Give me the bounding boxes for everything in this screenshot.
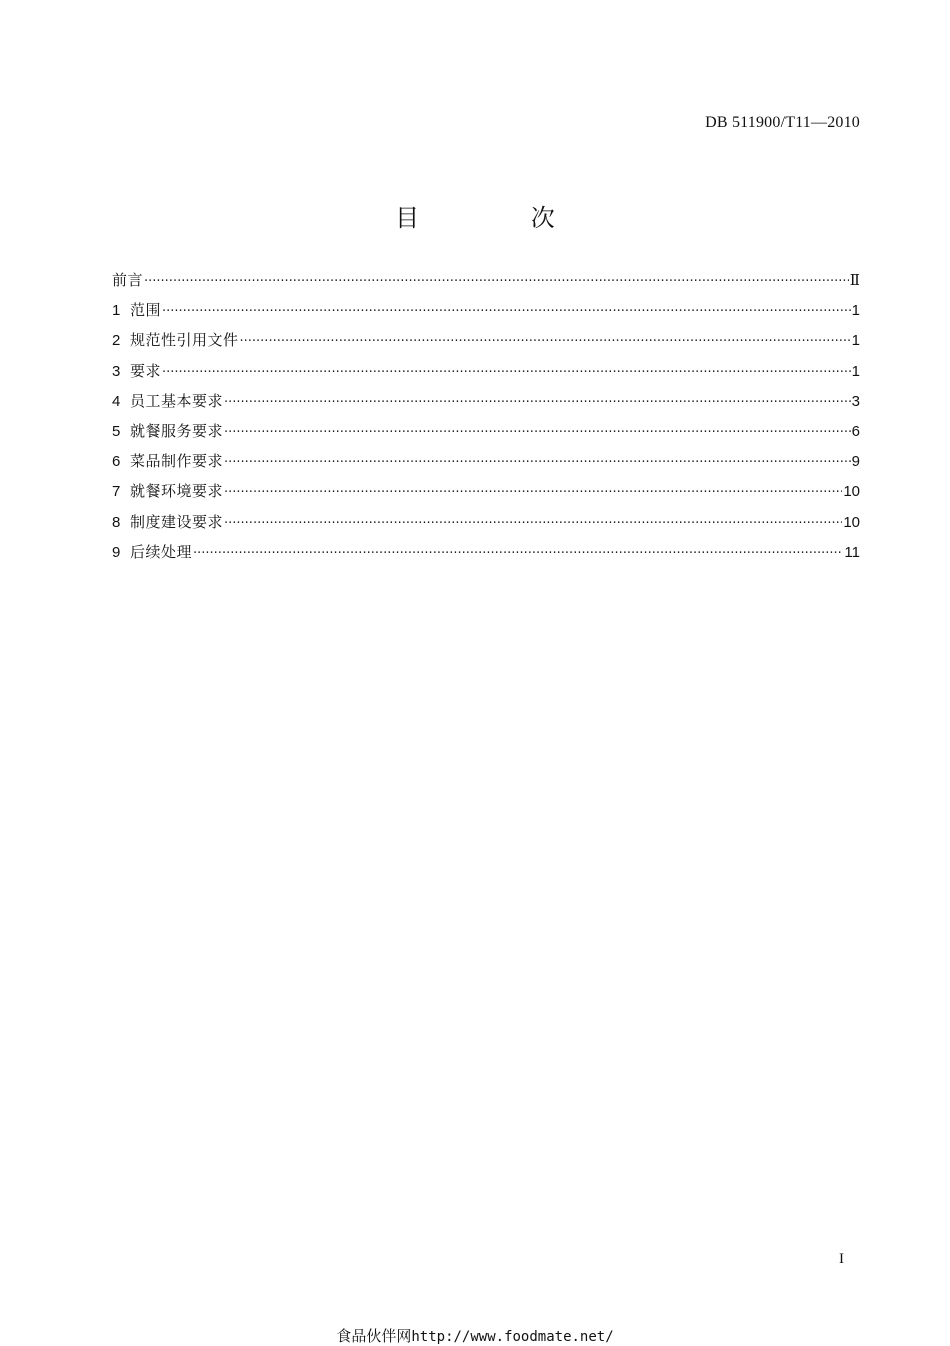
toc-entry-normative-references[interactable] [112,325,860,355]
toc-entry-dining-environment[interactable] [112,476,860,506]
toc-entry-number: 5 [112,422,121,440]
toc-leader-dots [193,539,843,569]
toc-entry-follow-up[interactable] [112,537,860,567]
toc-leader-dots [224,478,842,508]
toc-entry-page: 6 [851,422,860,440]
toc-leader-dots [224,448,851,478]
toc-entry-foreword[interactable] [112,265,860,295]
toc-entry-label: 员工基本要求 [130,391,224,410]
toc-entry-dining-service[interactable] [112,416,860,446]
toc-entry-page: 10 [843,483,860,501]
toc-entry-system-building[interactable] [112,507,860,537]
toc-entry-label: 范围 [130,301,162,320]
toc-title: 目 次 [395,204,607,232]
footer-site-name: 食品伙伴网 [336,1327,412,1345]
toc-entry-label: 规范性引用文件 [130,331,239,350]
toc-entry-number: 3 [112,362,121,380]
toc-leader-dots [240,327,851,357]
toc-entry-number: 7 [112,483,121,501]
toc-entry-label: 就餐服务要求 [130,421,224,440]
toc-entry-number: 1 [112,302,121,320]
toc-entry-page: 3 [851,392,860,410]
toc-entry-requirements[interactable] [112,356,860,386]
toc-entry-label: 前言 [112,271,144,289]
document-code: DB 511900/T11—2010 [705,114,860,131]
toc-entry-label: 后续处理 [130,542,193,561]
toc-leader-dots [224,388,851,418]
toc-entry-staff-requirements[interactable] [112,386,860,416]
toc-entry-number: 9 [112,543,121,561]
toc-leader-dots [224,418,851,448]
toc-entry-number: 8 [112,513,121,531]
toc-leader-dots [144,267,849,297]
toc-entry-page: 1 [851,362,860,380]
toc-entry-label: 制度建设要求 [130,512,224,531]
page-number: I [839,1251,844,1267]
toc-entry-number: 4 [112,392,121,410]
toc-entry-page: 10 [843,513,860,531]
toc-entry-label: 菜品制作要求 [130,452,224,471]
toc-leader-dots [162,297,851,327]
toc-entry-dish-preparation[interactable] [112,446,860,476]
toc-entry-page: 11 [844,543,860,561]
toc-leader-dots [224,509,842,539]
toc-entry-page: 9 [851,453,860,471]
toc-entry-label: 就餐环境要求 [130,482,224,501]
toc-leader-dots [162,358,851,388]
toc-entry-number: 6 [112,453,121,471]
toc-entry-page: Ⅱ [849,273,860,289]
table-of-contents [112,265,860,567]
toc-entry-page: 1 [851,332,860,350]
toc-entry-scope[interactable] [112,295,860,325]
toc-entry-number: 2 [112,332,121,350]
footer-watermark [0,1325,950,1346]
toc-entry-label: 要求 [130,361,162,380]
toc-entry-page: 1 [851,302,860,320]
footer-url-link[interactable]: http://www.foodmate.net/ [411,1329,614,1345]
